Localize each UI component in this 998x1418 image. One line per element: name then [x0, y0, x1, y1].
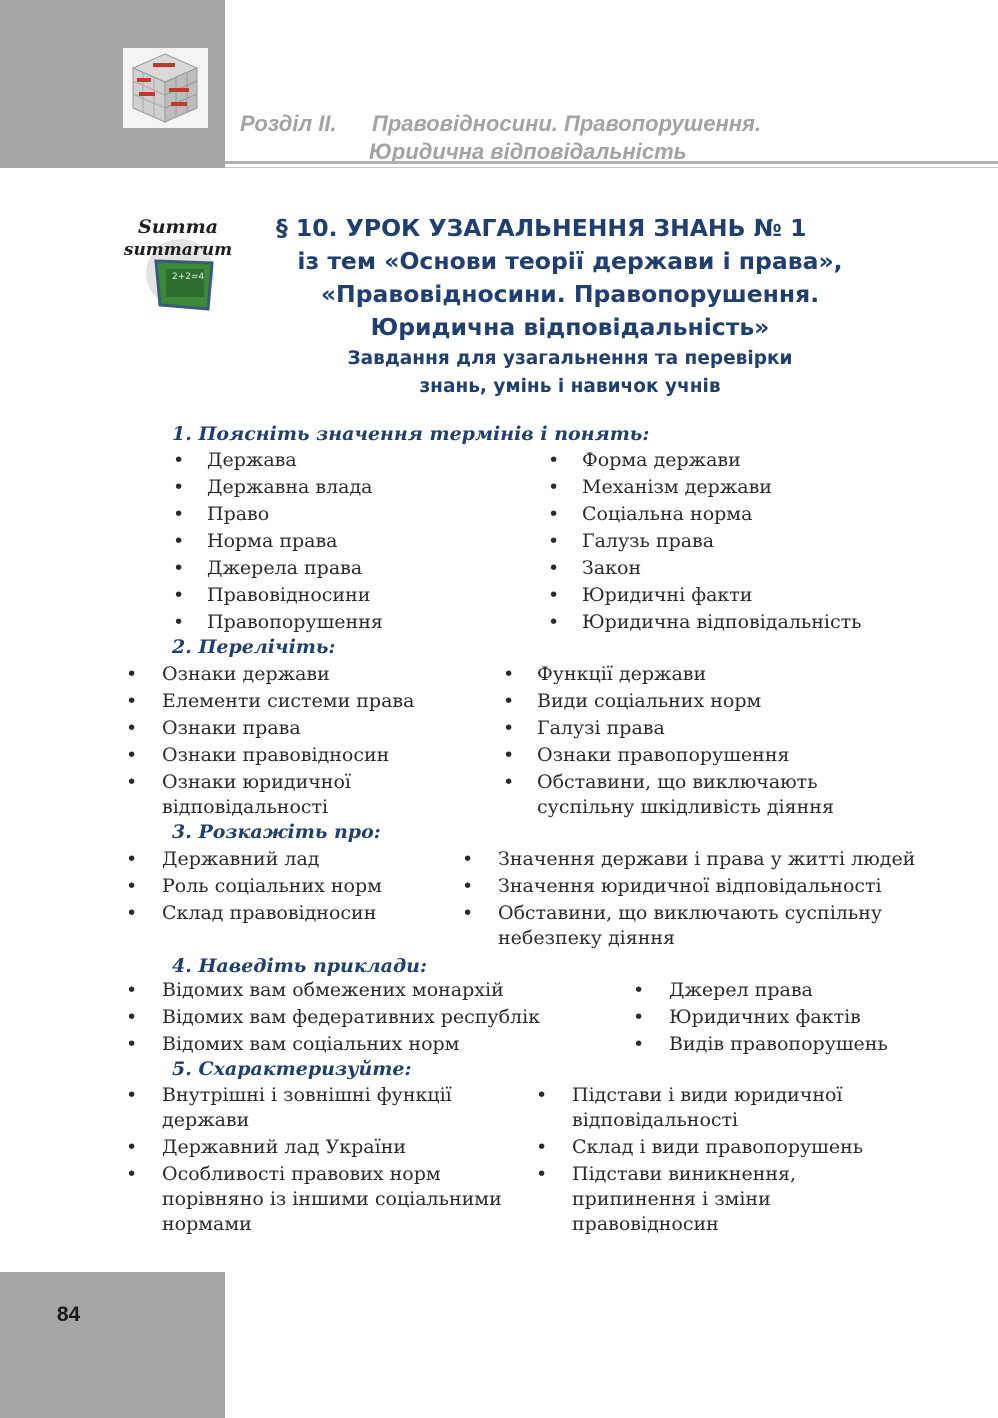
header-rule: [225, 161, 998, 164]
list-item: • Ознаки права: [126, 717, 301, 739]
list-item: • Галузь права: [548, 530, 715, 552]
list-item: • Юридична відповідальність: [548, 611, 862, 633]
lesson-subtitle-line: знань, умінь і навичок учнів: [419, 376, 721, 397]
list-item: • Правопорушення: [173, 611, 383, 633]
section-label: Розділ ІІ.: [240, 111, 337, 136]
list-item: • Відомих вам обмежених монархій: [126, 979, 504, 1001]
list-item: • Державна влада: [173, 476, 373, 498]
task-5-title: 5. Схарактеризуйте:: [172, 1058, 412, 1080]
task-1-right-list: [548, 448, 912, 637]
list-item: • Функції держави: [503, 663, 707, 685]
list-item: • Держава: [173, 449, 297, 471]
list-item: • Склад і види правопорушень: [536, 1136, 864, 1158]
logo-text-summarum: summarum: [123, 240, 233, 260]
list-item: • Склад правовідносин: [126, 902, 377, 924]
summa-summarum-logo: [122, 213, 234, 317]
list-item: • Ознаки держави: [126, 663, 330, 685]
list-item: • Обставини, що виключають суспільну шкідливість діяння: [503, 771, 834, 818]
list-item: • Значення держави і права у житті людей: [462, 848, 916, 870]
sidebar-bottom-band: [0, 1272, 225, 1418]
list-item: • Роль соціальних норм: [126, 875, 382, 897]
list-item: • Елементи системи права: [126, 690, 415, 712]
running-header: [240, 110, 761, 166]
list-item: • Юридичних фактів: [633, 1006, 861, 1028]
task-4-left-list: [126, 978, 582, 1059]
list-item: • Джерел права: [633, 979, 813, 1001]
list-item: • Ознаки правовідносин: [126, 744, 390, 766]
list-item: • Норма права: [173, 530, 338, 552]
task-2-title: 2. Перелічіть:: [172, 636, 336, 658]
list-item: • Правовідносини: [173, 584, 371, 606]
section-title-line1: Правовідносини. Правопорушення.: [372, 111, 762, 136]
chapter-cube-icon: [123, 48, 208, 128]
svg-text:2+2=4: 2+2=4: [172, 272, 205, 282]
header-rule-thin: [225, 167, 998, 168]
list-item: • Ознаки правопорушення: [503, 744, 790, 766]
task-1-left-list: [173, 448, 527, 637]
lesson-subtitle: [240, 345, 900, 401]
logo-text-summa: Summa: [137, 216, 219, 238]
list-item: • Особливості правових норм порівняно із іншими соціальними нормами: [126, 1163, 502, 1235]
list-item: • Юридичні факти: [548, 584, 753, 606]
list-item: • Значення юридичної відповідальності: [462, 875, 882, 897]
list-item: • Джерела права: [173, 557, 363, 579]
list-item: • Внутрішні і зовнішні функції держави: [126, 1084, 452, 1131]
task-5-left-list: [126, 1083, 512, 1239]
list-item: • Види соціальних норм: [503, 690, 762, 712]
list-item: • Ознаки юридичної відповідальності: [126, 771, 351, 818]
lesson-title-line: Юридична відповідальність»: [370, 313, 770, 341]
list-item: • Закон: [548, 557, 642, 579]
list-item: • Державний лад: [126, 848, 320, 870]
list-item: • Механізм держави: [548, 476, 772, 498]
lesson-title-line: із тем «Основи теорії держави і права»,: [297, 247, 843, 275]
task-3-right-list: [462, 847, 928, 953]
lesson-title-line: «Правовідносини. Правопорушення.: [320, 280, 820, 308]
task-5-right-list: [536, 1083, 882, 1239]
task-1-title: 1. Поясніть значення термінів і понять:: [172, 423, 650, 445]
task-2-right-list: [503, 662, 867, 822]
lesson-subtitle-line: Завдання для узагальнення та перевірки: [347, 348, 793, 369]
section-title-line2: Юридична відповідальність: [369, 139, 687, 164]
list-item: • Підстави виникнення, припинення і зміни правовідносин: [536, 1163, 797, 1235]
list-item: • Соціальна норма: [548, 503, 753, 525]
page-number: 84: [56, 1303, 81, 1326]
task-3-title: 3. Розкажіть про:: [172, 821, 381, 843]
list-item: • Видів правопорушень: [633, 1033, 888, 1055]
list-item: • Право: [173, 503, 270, 525]
list-item: • Державний лад України: [126, 1136, 407, 1158]
task-3-left-list: [126, 847, 442, 928]
lesson-title-line: § 10. УРОК УЗАГАЛЬНЕННЯ ЗНАНЬ № 1: [276, 214, 807, 242]
list-item: • Обставини, що виключають суспільну небезпеку діяння: [462, 902, 883, 949]
task-2-left-list: [126, 662, 462, 822]
list-item: • Форма держави: [548, 449, 741, 471]
task-4-title: 4. Наведіть приклади:: [172, 955, 427, 977]
list-item: • Галузі права: [503, 717, 665, 739]
list-item: • Підстави і види юридичної відповідальності: [536, 1084, 843, 1131]
list-item: • Відомих вам соціальних норм: [126, 1033, 460, 1055]
task-4-right-list: [633, 978, 929, 1059]
lesson-title: [240, 212, 900, 344]
list-item: • Відомих вам федеративних республік: [126, 1006, 541, 1028]
